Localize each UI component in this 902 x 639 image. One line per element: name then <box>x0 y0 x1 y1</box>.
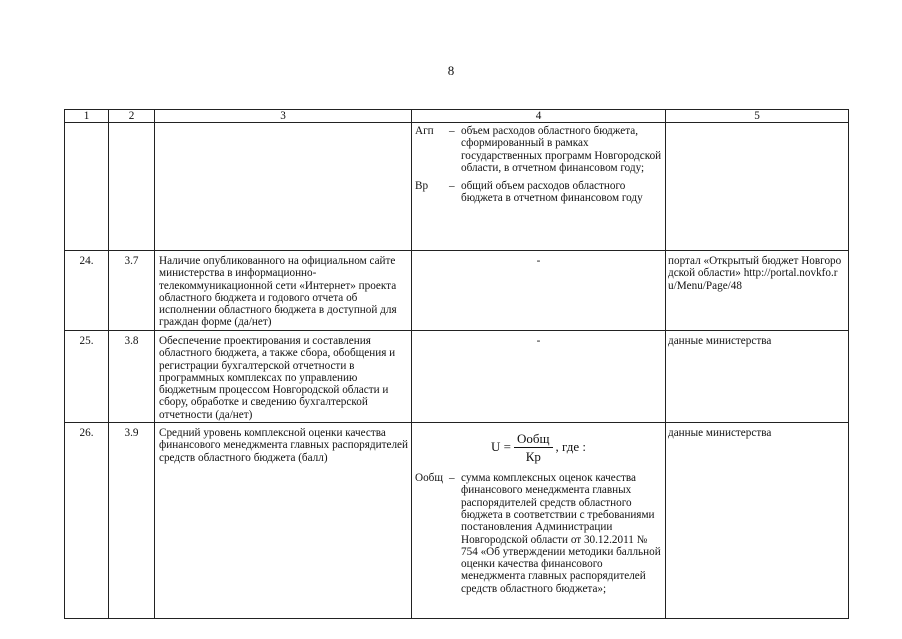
table-row-continuation <box>65 123 849 251</box>
page-number: 8 <box>447 63 455 78</box>
formula-lhs: U = <box>491 439 512 455</box>
method-cell <box>412 123 666 251</box>
definition: Вр – общий объем расходов областного бюджета в отчетном финансовом году <box>415 180 662 205</box>
definition: Oобщ – сумма комплексных оценок качества финансового менеджмента главных распорядителей средств областного бюджета в соответствии с требованиями постановления Администрации Новгородской области от 30.12.2011 № 754 «Об утверждении методики балльной оценки качества финансового менеджмента главных распорядителей средств областного бюджета»; <box>415 472 661 595</box>
row-number: 25. <box>65 331 109 423</box>
data-source: данные министерства <box>666 423 849 619</box>
formula <box>415 431 662 464</box>
header-col-5: 5 <box>666 110 849 123</box>
table-row <box>65 251 849 331</box>
definition: Агп – объем расходов областного бюджета, сформированный в рамках государственных программ Новгородской области, в отчетном финансовом году; <box>415 125 662 174</box>
indicator-name: Средний уровень комплексной оценки качества финансового менеджмента главных распорядителей средств областного бюджета (балл) <box>155 423 412 619</box>
definition-symbol: Вр <box>415 180 429 193</box>
table-row <box>65 331 849 423</box>
row-code: 3.8 <box>109 331 155 423</box>
formula-suffix: , где : <box>555 439 586 455</box>
row-code: 3.7 <box>109 251 155 331</box>
table-header-row <box>65 110 849 123</box>
header-col-4: 4 <box>412 110 666 123</box>
method-cell <box>412 423 666 619</box>
header-col-2: 2 <box>109 110 155 123</box>
method-cell: - <box>412 251 666 331</box>
method-cell: - <box>412 331 666 423</box>
indicator-name: Обеспечение проектирования и составления областного бюджета, а также сбора, обобщения и регистрации бухгалтерской отчетности в программных комплексах по управлению бюджетным процессом Новгородской области и сбору, обработке и сведению бухгалтерской отчетности (да/нет) <box>155 331 412 423</box>
definition-symbol: Oобщ <box>415 472 443 485</box>
header-col-3: 3 <box>155 110 412 123</box>
indicators-table <box>64 109 849 619</box>
definition-text: общий объем расходов областного бюджета в отчетном финансовом году <box>461 180 643 205</box>
formula-fraction <box>514 431 553 464</box>
formula-numerator: Oобщ <box>514 431 553 448</box>
row-code: 3.9 <box>109 423 155 619</box>
indicator-name: Наличие опубликованного на официальном сайте министерства в информационно-телекоммуникационной сети «Интернет» проекта областного бюджета и годового отчета об исполнении областного бюджета в доступной для граждан форме (да/нет) <box>155 251 412 331</box>
definition-text: объем расходов областного бюджета, сформированный в рамках государственных программ Новгородской области, в отчетном финансовом году; <box>461 125 662 174</box>
definition-symbol: Агп <box>415 125 434 137</box>
definition-text: сумма комплексных оценок качества финансового менеджмента главных распорядителей средств областного бюджета в соответствии с требованиями постановления Администрации Новгородской области от 30.12.2011 № 754 «Об утверждении методики балльной оценки качества финансового менеджмента главных распорядителей средств областного бюджета»; <box>461 472 661 595</box>
data-source: портал «Открытый бюджет Новгородской области» http://portal.novkfo.ru/Menu/Page/48 <box>666 251 849 331</box>
table-row <box>65 423 849 619</box>
data-source: данные министерства <box>666 331 849 423</box>
formula-denominator: Кр <box>525 449 541 465</box>
header-col-1: 1 <box>65 110 109 123</box>
row-number: 26. <box>65 423 109 619</box>
row-number: 24. <box>65 251 109 331</box>
